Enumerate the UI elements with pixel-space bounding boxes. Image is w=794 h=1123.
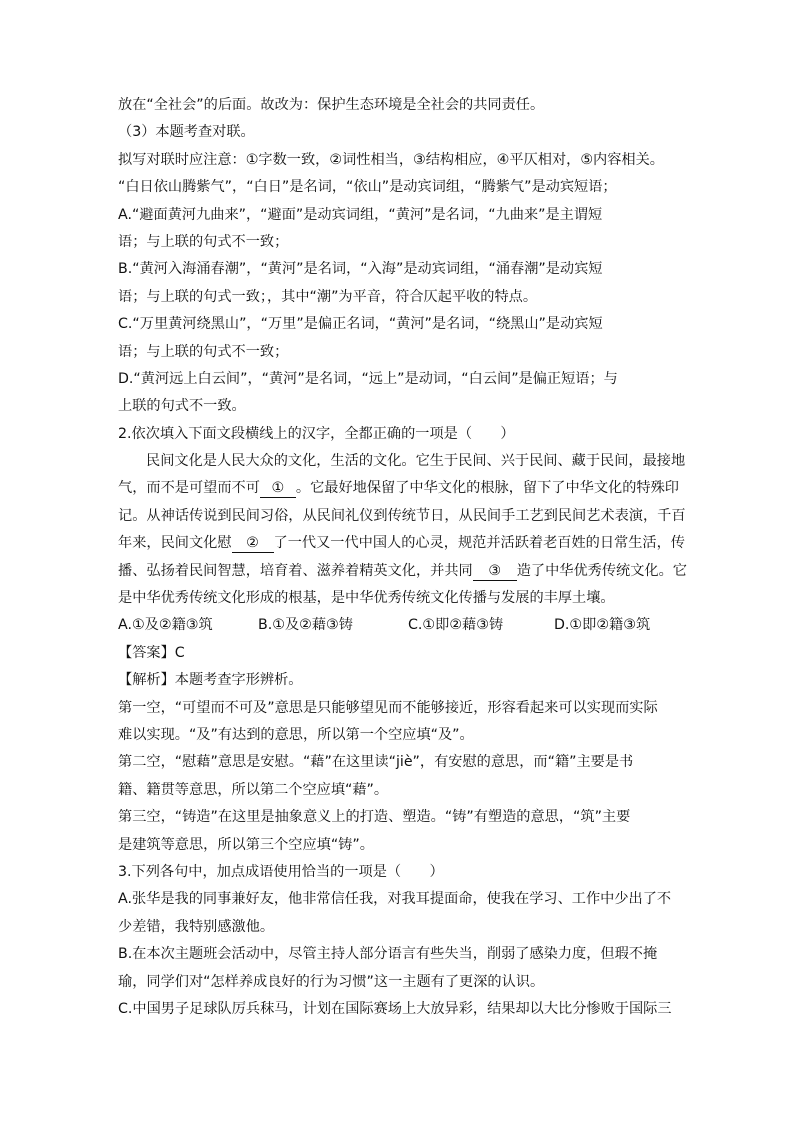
text-line: 语；与上联的句式一致；，其中“潮”为平音，符合仄起平收的特点。 [118,288,538,305]
text-line: A.张华是我的同事兼好友，他非常信任我，对我耳提面命，使我在学习、工作中少出了不 [118,891,672,908]
text-line: 籍、籍贯等意思，所以第二个空应填“藉”。 [118,781,389,798]
text-line: 放在“全社会”的后面。故改为：保护生态环境是全社会的共同责任。 [118,97,545,113]
passage-text: 造了中华优秀传统文化。它 [516,562,687,579]
text-line: 第二空，“慰藉”意思是安慰。“藉”在这里读“jiè”，有安慰的意思，而“籍”主要是书 [118,754,634,771]
text-line: 上联的句式不一致。 [118,398,246,415]
text-line: 语；与上联的句式不一致； [118,343,289,360]
text-line: 第一空，“可望而不可及”意思是只能够望见而不能够接近，形容看起来可以实现而实际 [118,699,658,716]
option-b: B.①及②藉③铸 [258,617,353,634]
passage-text: 播、弘扬着民间智慧，培育着、滋养着精英文化，并共同 [118,562,473,579]
passage-line [118,558,687,585]
text-line: 少差错，我特别感激他。 [118,918,275,935]
answer-line: 【答案】C [118,644,185,661]
document-body [118,92,687,1023]
text-line: 拟写对联时应注意：①字数一致，②词性相当，③结构相应，④平仄相对，⑤内容相关。 [118,151,664,168]
passage-line: 是中华优秀传统文化形成的根基，是中华优秀传统文化传播与发展的丰厚土壤。 [118,590,615,607]
text-line: C.“万里黄河绕黑山”，“万里”是偏正名词，“黄河”是名词，“绕黑山”是动宾短 [118,316,603,333]
text-line: 语；与上联的句式不一致； [118,233,289,250]
question-title: 2.依次填入下面文段横线上的汉字，全都正确的一项是（ ） [118,425,515,442]
passage-line: 记。从神话传说到民间习俗，从民间礼仪到传统节日，从民间手工艺到民间艺术表演，千百 [118,507,686,524]
text-line: 难以实现。“及”有达到的意思，所以第一个空应填“及”。 [118,726,474,743]
option-c: C.①即②藉③铸 [408,617,504,634]
text-line: C.中国男子足球队厉兵秣马，计划在国际赛场上大放异彩，结果却以大比分惨败于国际三 [118,1000,672,1017]
text-line: （3）本题考查对联。 [118,124,255,141]
passage-line [118,530,685,557]
passage-text: 年来，民间文化慰 [118,535,232,552]
option-d: D.①即②籍③筑 [554,617,651,634]
text-line: B.在本次主题班会活动中，尽管主持人部分语言有些失当，削弱了感染力度，但瑕不掩 [118,946,658,963]
text-line: 是建筑等意思，所以第三个空应填“铸”。 [118,836,374,853]
text-line: D.“黄河远上白云间”，“黄河”是名词，“远上”是动词，“白云间”是偏正短语；与 [118,370,618,387]
analysis-heading: 【解析】本题考查字形辨析。 [118,672,303,689]
passage-line: 民间文化是人民大众的文化，生活的文化。它生于民间、兴于民间、藏于民间，最接地 [146,453,686,470]
text-line: 瑜，同学们对“怎样养成良好的行为习惯”这一主题有了更深的认识。 [118,973,545,990]
passage-text: 了一代又一代中国人的心灵，规范并活跃着老百姓的日常生活，传 [273,535,685,552]
passage-text: 。它最好地保留了中华文化的根脉，留下了中华文化的特殊印 [295,480,679,497]
answer-options [118,612,678,639]
text-line: B.“黄河入海涌春潮”，“黄河”是名词，“入海”是动宾词组，“涌春潮”是动宾短 [118,261,603,278]
passage-text: 气，而不是可望而不可 [118,480,260,497]
blank-2: ② [232,534,274,553]
question-title: 3.下列各句中，加点成语使用恰当的一项是（ ） [118,863,444,880]
text-line: A.“避面黄河九曲来”，“避面”是动宾词组，“黄河”是名词，“九曲来”是主谓短 [118,206,603,223]
blank-3: ③ [473,562,517,581]
option-a: A.①及②籍③筑 [118,617,213,634]
text-line: “白日依山腾紫气”，“白日”是名词，“依山”是动宾词组，“腾紫气”是动宾短语； [118,179,617,196]
passage-line [118,475,678,502]
text-line: 第三空，“铸造”在这里是抽象意义上的打造、塑造。“铸”有塑造的意思，“筑”主要 [118,809,631,826]
blank-1: ① [260,479,296,498]
